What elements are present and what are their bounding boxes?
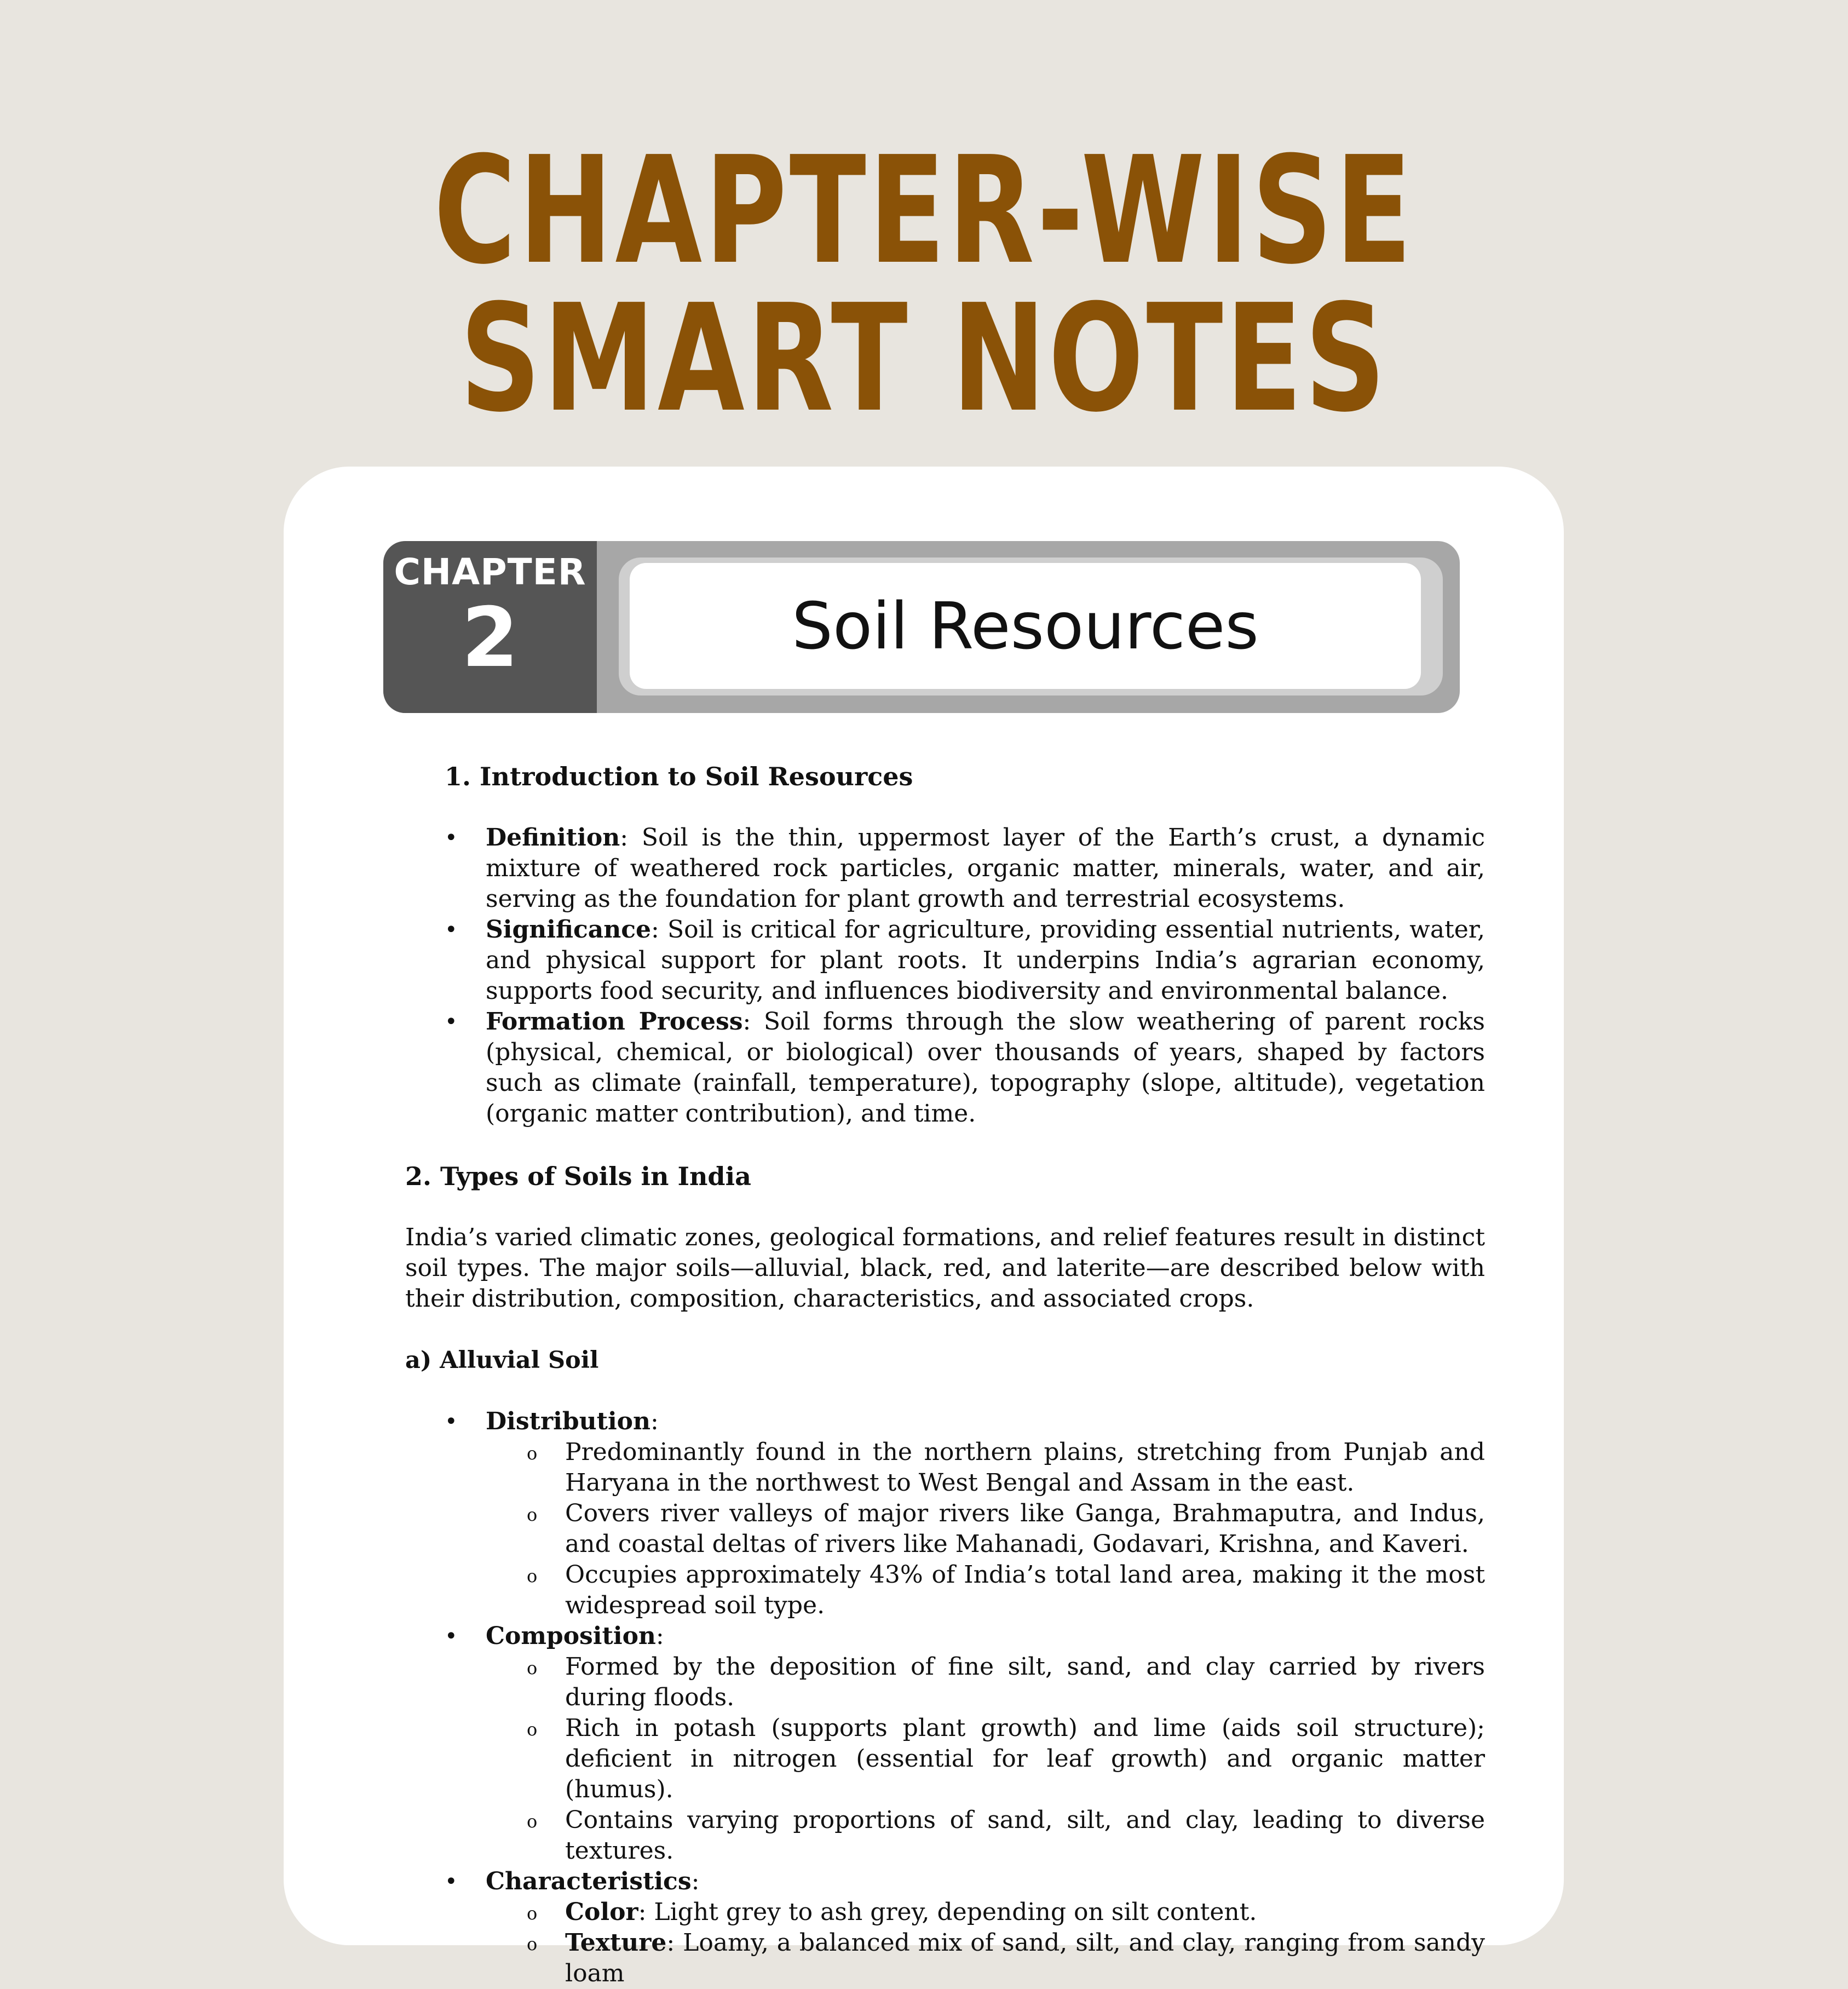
subheading-alluvial-soil: a) Alluvial Soil (405, 1347, 599, 1374)
soil-types-intro: India’s varied climatic zones, geological formations, and relief features result in distinct soil types. The major soils—alluvial, black, red, and laterite—are described below with their distribution, composition, characteristics, and associated crops. (405, 1223, 1485, 1313)
headline (222, 124, 1626, 445)
sub-list-item: o Color: Light grey to ash grey, depending on silt content. (405, 1897, 1485, 1928)
sub-list-item: o Rich in potash (supports plant growth) and lime (aids soil structure); deficient in nitrogen (essential for leaf growth) and organic matter (humus). (405, 1713, 1485, 1805)
list-item: • Definition: Soil is the thin, uppermost layer of the Earth’s crust, a dynamic mixture of weathered rock particles, organic matter, minerals, water, and air, serving as the foundation for plant growth and terrestrial ecosystems. (405, 823, 1485, 915)
sub-list-item: o Predominantly found in the northern plains, stretching from Punjab and Haryana in the northwest to West Bengal and Assam in the east. (405, 1437, 1485, 1498)
sub-list-item: o Texture: Loamy, a balanced mix of sand, silt, and clay, ranging from sandy loam (405, 1928, 1485, 1989)
sub-list-item: o Covers river valleys of major rivers like Ganga, Brahmaputra, and Indus, and coastal deltas of rivers like Mahanadi, Godavari, Krishna, and Kaveri. (405, 1498, 1485, 1560)
list-item: • Composition: (405, 1621, 1485, 1652)
chapter-number: 2 (461, 590, 519, 686)
sub-list-item: o Occupies approximately 43% of India’s total land area, making it the most widespread soil type. (405, 1560, 1485, 1621)
chapter-word: CHAPTER (394, 551, 586, 593)
list-item: • Distribution: (405, 1406, 1485, 1437)
introduction-list (405, 823, 1485, 1129)
alluvial-soil-list (405, 1406, 1485, 1989)
section-heading-soil-types: 2. Types of Soils in India (405, 1162, 751, 1191)
chapter-label-block (383, 541, 597, 713)
list-item: • Formation Process: Soil forms through the slow weathering of parent rocks (physical, chemical, or biological) over thousands of years, shaped by factors such as climate (rainfall, temperature), topography (slope, altitude), vegetation (organic matter contribution), and time. (405, 1007, 1485, 1129)
chapter-banner (383, 541, 1460, 713)
sub-list-item: o Contains varying proportions of sand, silt, and clay, leading to diverse textures. (405, 1805, 1485, 1866)
list-item: • Significance: Soil is critical for agriculture, providing essential nutrients, water, and physical support for plant roots. It underpins India’s agrarian economy, supports food security, and influences biodiversity and environmental balance. (405, 915, 1485, 1007)
document-body (405, 761, 1485, 1989)
chapter-title: Soil Resources (630, 563, 1421, 689)
list-item: • Characteristics: (405, 1866, 1485, 1897)
section-heading-introduction: 1. Introduction to Soil Resources (445, 762, 913, 791)
headline-line-1: CHAPTER-WISE (433, 124, 1415, 297)
sub-list-item: o Formed by the deposition of fine silt, sand, and clay carried by rivers during floods. (405, 1652, 1485, 1713)
headline-line-2: SMART NOTES (459, 272, 1389, 445)
